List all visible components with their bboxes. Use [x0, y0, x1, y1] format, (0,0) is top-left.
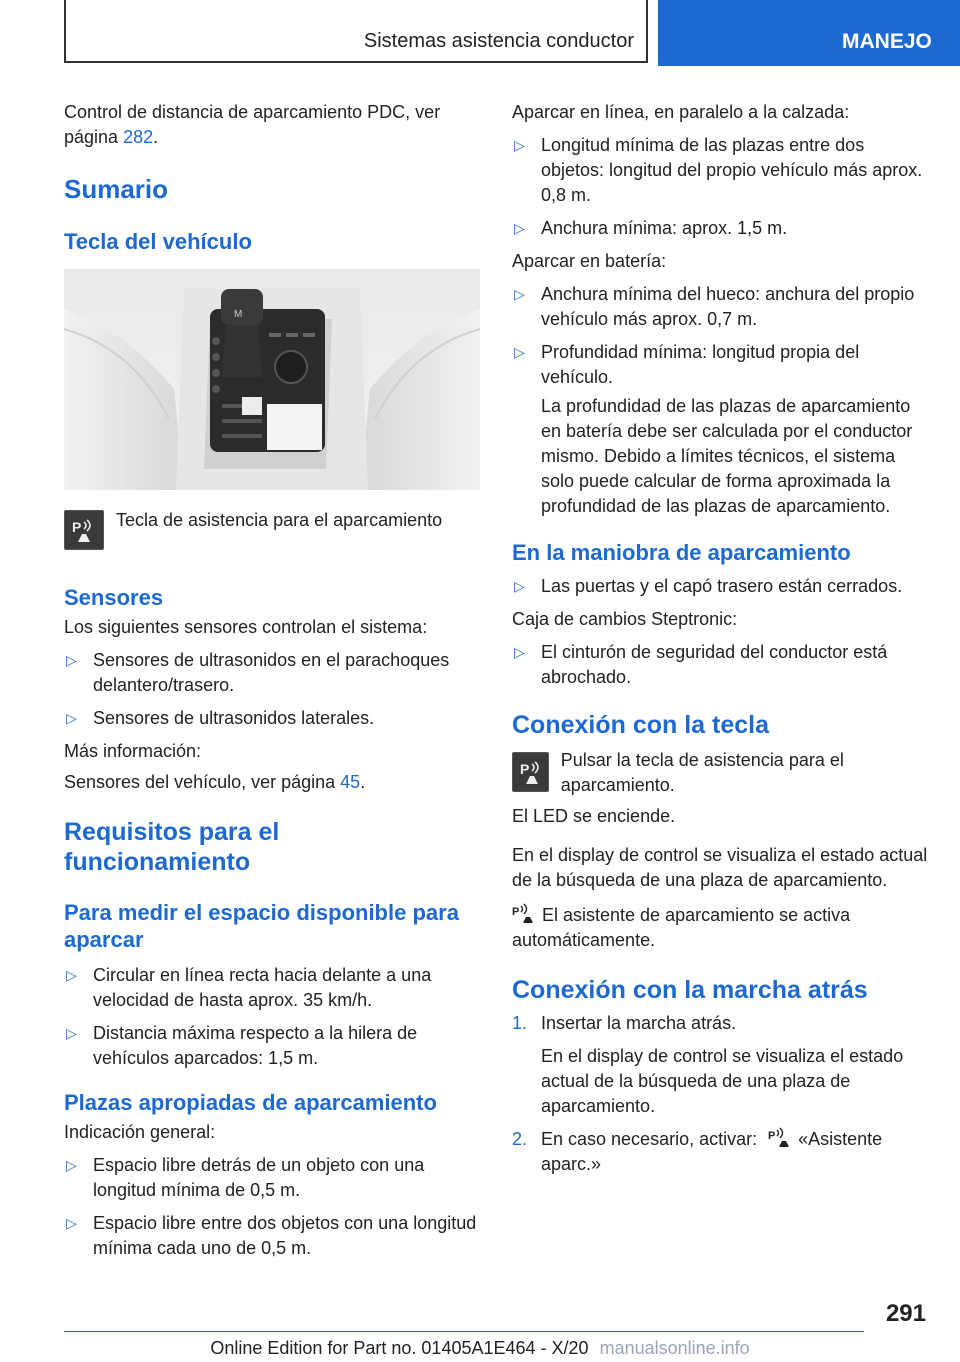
left-column [64, 100, 480, 1269]
list-item: ▷ Anchura mínima: aprox. 1,5 m. [512, 216, 928, 241]
svg-text:P: P [72, 519, 82, 535]
page-number: 291 [885, 1300, 926, 1327]
list-item: 2. En caso necesario, activar: P «Asistente aparc.» [512, 1129, 883, 1174]
list-item: ▷ Espacio libre entre dos objetos con una longitud mínima cada uno de 0,5 m. [66, 1213, 477, 1258]
triangle-right-icon: ▷ [66, 1157, 77, 1173]
triangle-right-icon: ▷ [66, 652, 77, 668]
heading-tecla: Tecla del vehículo [64, 229, 252, 254]
section-title-box [64, 0, 648, 63]
list-item: ▷ Anchura mínima del hueco: anchura del propio vehículo más aprox. 0,7 m. [514, 284, 915, 329]
display-text: En el display de control se visualiza el estado actual de la búsqueda de una plaza de aparcamiento. [512, 845, 928, 890]
console-photo [64, 269, 480, 490]
photo-caption: Tecla de asistencia para el aparcamiento [116, 510, 443, 530]
mas-info: Más información: [64, 741, 202, 761]
triangle-right-icon: ▷ [66, 710, 77, 726]
triangle-right-icon: ▷ [514, 137, 525, 153]
right-column [512, 100, 928, 1185]
heading-conexion-tecla: Conexión con la tecla [512, 711, 770, 739]
plazas-list [64, 1153, 480, 1261]
list-item: ▷ El cinturón de seguridad del conductor está abrochado. [514, 642, 888, 687]
intro-end: . [153, 127, 159, 147]
svg-text:P: P [512, 906, 520, 918]
section-title: Sistemas asistencia conductor [363, 30, 634, 52]
list-item: ▷ Sensores de ultrasonidos laterales. [64, 706, 480, 731]
conexion-tecla-row [512, 748, 928, 798]
medir-list [64, 963, 480, 1071]
step-number: 1. [512, 1013, 528, 1033]
list-item: ▷ Sensores de ultrasonidos en el parachoques delantero/trasero. [66, 650, 450, 695]
intro-text: Control de distancia de aparcamiento PDC, ver página [64, 102, 441, 147]
heading-medir: Para medir el espacio disponible para aparcar [64, 900, 459, 952]
asistente-paragraph: P El asistente de aparcamiento se activa automáticamente. [512, 905, 851, 950]
triangle-right-icon: ▷ [514, 286, 525, 302]
heading-sumario: Sumario [64, 174, 169, 204]
bateria-note: La profundidad de las plazas de aparcamiento en batería debe ser calculada por el conductor mismo. Debido a límites técnicos, el sistema solo puede calcular de forma aproximada la profundidad de las plazas de aparcamiento. [541, 396, 913, 516]
page-link-282[interactable]: 282 [123, 127, 154, 147]
triangle-right-icon: ▷ [514, 220, 525, 236]
heading-sensores: Sensores [64, 585, 164, 610]
led-text: El LED se enciende. [512, 806, 676, 826]
svg-text:P: P [520, 761, 530, 777]
triangle-right-icon: ▷ [514, 644, 525, 660]
conexion-tecla-text: Pulsar la tecla de asistencia para el aparcamiento. [560, 750, 844, 795]
park-assist-icon [512, 752, 549, 792]
sensores-intro: Los siguientes sensores controlan el sistema: [64, 617, 428, 637]
step-number: 2. [512, 1129, 528, 1149]
footer-divider [64, 1331, 864, 1332]
list-item: ▷ Circular en línea recta hacia delante a una velocidad de hasta aprox. 35 km/h. [66, 965, 432, 1010]
triangle-right-icon: ▷ [514, 578, 525, 594]
bateria-intro: Aparcar en batería: [512, 251, 667, 271]
heading-conexion-marcha: Conexión con la marcha atrás [512, 976, 868, 1004]
svg-text:P: P [768, 1130, 776, 1142]
watermark: manualsonline.info [599, 1338, 750, 1358]
heading-plazas: Plazas apropiadas de aparcamiento [64, 1090, 437, 1115]
triangle-right-icon: ▷ [514, 344, 525, 360]
heading-maniobra: En la maniobra de aparcamiento [512, 540, 851, 565]
triangle-right-icon: ▷ [66, 1215, 77, 1231]
sensores-ref: Sensores del vehículo, ver página 45. [64, 772, 366, 792]
page-header [0, 0, 960, 66]
list-item: ▷ Distancia máxima respecto a la hilera de vehículos aparcados: 1,5 m. [66, 1023, 418, 1068]
photo-caption-row [64, 510, 480, 550]
linea-list [512, 133, 928, 241]
park-assist-icon [64, 510, 104, 550]
footer-edition: Online Edition for Part no. 01405A1E464 - X/20 manualsonline.info [210, 1338, 750, 1358]
list-item: ▷ Espacio libre detrás de un objeto con una longitud mínima de 0,5 m. [66, 1155, 425, 1200]
svg-text:M: M [234, 309, 243, 320]
plazas-intro: Indicación general: [64, 1122, 216, 1142]
chapter-tab: MANEJO [658, 0, 960, 66]
steps-list [512, 1011, 928, 1177]
page-link-45[interactable]: 45 [340, 772, 361, 792]
list-item: ▷ Longitud mínima de las plazas entre dos objetos: longitud del propio vehículo más aprox. 0,8 m. [514, 135, 923, 205]
heading-requisitos: Requisitos para el funcionamiento [64, 818, 280, 876]
console-illustration [64, 269, 480, 490]
list-item: ▷ Las puertas y el capó trasero están cerrados. [512, 574, 928, 599]
intro-paragraph [64, 100, 480, 150]
maniobra-list [512, 574, 928, 599]
list-item: 1. Insertar la marcha atrás. En el display de control se visualiza el estado actual de la búsqueda de una plaza de aparcamiento. [512, 1011, 928, 1119]
step-subtext: En el display de control se visualiza el estado actual de la búsqueda de una plaza de aparcamiento. [541, 1046, 904, 1116]
park-assist-icon [768, 1127, 792, 1147]
triangle-right-icon: ▷ [66, 967, 77, 983]
linea-intro: Aparcar en línea, en paralelo a la calzada: [512, 102, 850, 122]
caja-list [512, 640, 928, 690]
list-item: ▷ Profundidad mínima: longitud propia del vehículo. [514, 342, 860, 387]
sensores-list [64, 648, 480, 731]
caja-intro: Caja de cambios Steptronic: [512, 609, 738, 629]
bateria-list [512, 282, 928, 390]
triangle-right-icon: ▷ [66, 1025, 77, 1041]
park-assist-icon [512, 903, 536, 923]
